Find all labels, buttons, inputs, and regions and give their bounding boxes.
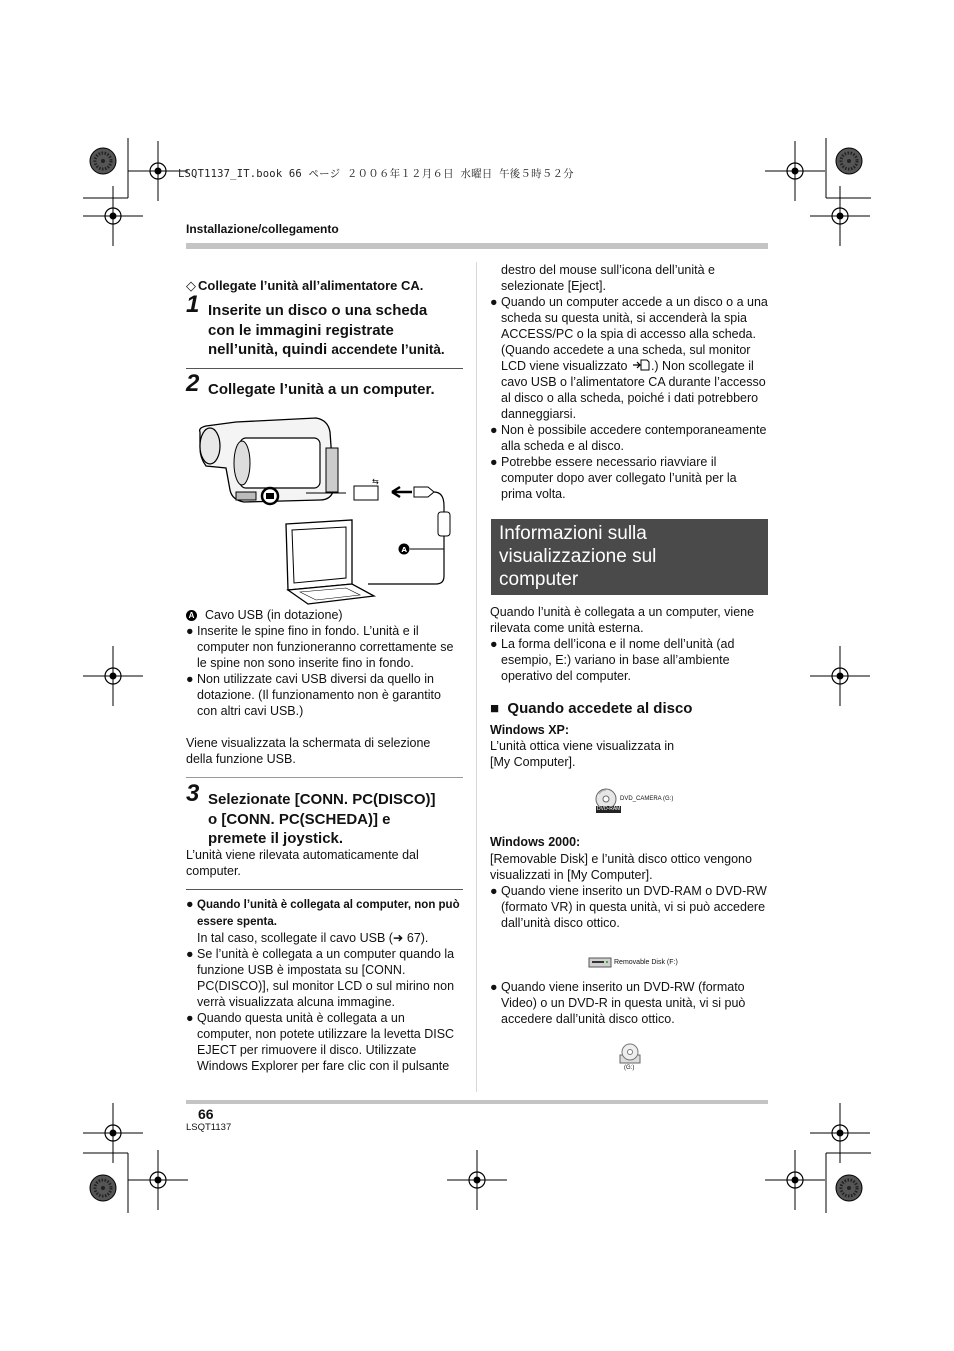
section-header: Informazioni sulla visualizzazione sul computer — [491, 519, 768, 595]
usb-screen-note: Viene visualizzata la schermata di selezione della funzione USB. — [186, 736, 431, 766]
cd-drive-icon — [617, 1043, 643, 1065]
step-number: 2 — [186, 370, 200, 397]
column-divider — [476, 262, 477, 1092]
top-rule — [186, 243, 768, 249]
dvd-r-bullet — [490, 979, 768, 1027]
drive-label: Removable Disk (F:) — [614, 959, 678, 966]
divider — [186, 889, 463, 890]
dvd-ram-drive-item — [595, 788, 695, 816]
list-item: ● Quando questa unità è collegata a un computer, non potete utilizzare la levetta DISC EJECT per rimuovere il disco. Utilizzate Windows Explorer per fare clic con il pulsante — [186, 1011, 455, 1073]
document-code: LSQT1137 — [186, 1122, 232, 1133]
intro-text: Quando l’unità è collegata a un computer, viene rilevata come unità esterna. — [490, 605, 755, 635]
list-item: ● Quando l’unità è collegata al computer, non può essere spenta. In tal caso, scollegate il cavo USB (➜ 67). — [186, 897, 460, 945]
list-item: ● La forma dell’icona e il nome dell’unità (ad esempio, E:) variano in base all’ambiente operativo del computer. — [490, 637, 735, 683]
usb-connection-illustration — [196, 408, 456, 608]
step-number: 3 — [186, 780, 200, 807]
divider — [186, 777, 463, 778]
drive-label: (G:) — [624, 1065, 635, 1071]
windows-2000-label: Windows 2000: — [490, 835, 581, 849]
step-3-note: L’unità viene rilevata automaticamente dal computer. — [186, 848, 419, 878]
step-2: 2 Collegate l’unità a un computer. — [186, 370, 435, 398]
step-1: 1 Inserite un disco o una scheda con le immagini registrate nell’unità, quindi accendete l’unità. — [186, 291, 445, 358]
list-item: ● Non è possibile accedere contemporaneamente alla scheda e al disco. — [490, 423, 767, 453]
square-bullet-icon: ■ — [490, 700, 500, 717]
drive-label: DVD_CAMERA (G:) — [620, 796, 674, 802]
notes-list — [186, 896, 463, 1074]
card-access-icon — [631, 358, 651, 372]
subheading: ■ Quando accedete al disco — [490, 700, 693, 717]
callout-a: A — [186, 610, 197, 621]
step-3: 3 Selezionate [CONN. PC(DISCO)] o [CONN. PC(SCHEDA)] e premete il joystick. — [186, 780, 436, 847]
access-bullets — [490, 294, 768, 502]
usb-bullets — [186, 623, 463, 719]
windows-2000-text: [Removable Disk] e l’unità disco ottico vengono visualizzati in [My Computer]. — [490, 852, 752, 882]
windows-xp-label: Windows XP: — [490, 723, 570, 737]
dvd-ram-badge: DVD-RAM — [597, 806, 621, 812]
callout-a-caption: A Cavo USB (in dotazione) — [186, 607, 463, 623]
print-header: LSQT1137_IT.book 66 ページ ２００６年１２月６日 水曜日 午後５時５２分 — [178, 168, 574, 180]
list-item: ● Potrebbe essere necessario riavviare il computer dopo aver collegato l’unità per la prima volta. — [490, 455, 737, 501]
page-number: 66 — [198, 1106, 214, 1122]
section-label: Installazione/collegamento — [186, 222, 339, 236]
step-number: 1 — [186, 291, 200, 318]
continued-text: destro del mouse sull’icona dell’unità e selezionate [Eject]. — [501, 263, 716, 293]
windows-xp-text: L’unità ottica viene visualizzata in [My Computer]. — [490, 739, 675, 769]
list-item: ● Non utilizzate cavi USB diversi da quello in dotazione. (Il funzionamento non è garantito con altri cavi USB.) — [186, 672, 441, 718]
list-item: ● Quando un computer accede a un disco o a una scheda su questa unità, si accenderà la spia ACCESS/PC o la spia di accesso alla scheda. (Quando accedete a una scheda, sul monitor LCD viene visualizzato .) Non scollegate il cavo USB o l’alimentatore CA durante l’accesso al disco o alla scheda, poiché i dati potrebbero danneggiarsi. — [490, 295, 768, 421]
divider — [186, 368, 463, 369]
prerequisite: ◇ Collegate l’unità all’alimentatore CA. — [186, 278, 424, 293]
bottom-rule — [186, 1100, 768, 1104]
removable-disk-icon — [588, 955, 612, 969]
svg-text:⇆: ⇆ — [372, 477, 379, 486]
dvd-ram-bullet — [490, 883, 768, 931]
diamond-icon: ◇ — [186, 278, 196, 293]
icon-bullet — [490, 636, 768, 684]
removable-disk-item — [588, 955, 688, 971]
list-item: ● Inserite le spine fino in fondo. L’unità e il computer non funzioneranno correttamente se le spine non sono inserite fino in fondo. — [186, 624, 454, 670]
list-item: ● Quando viene inserito un DVD-RW (formato Video) o un DVD-R in questa unità, vi si può accedere dall’unità disco ottico. — [490, 980, 746, 1026]
list-item: ● Se l’unità è collegata a un computer quando la funzione USB è impostata su [CONN. PC(DISCO)], sul monitor LCD o sul mirino non verrà visualizzata alcuna immagine. — [186, 947, 455, 1009]
list-item: ● Quando viene inserito un DVD-RAM o DVD-RW (formato VR) in questa unità, vi si può accedere dall’unità disco ottico. — [490, 884, 767, 930]
svg-text:A: A — [401, 546, 407, 554]
cd-drive-item — [617, 1043, 643, 1075]
